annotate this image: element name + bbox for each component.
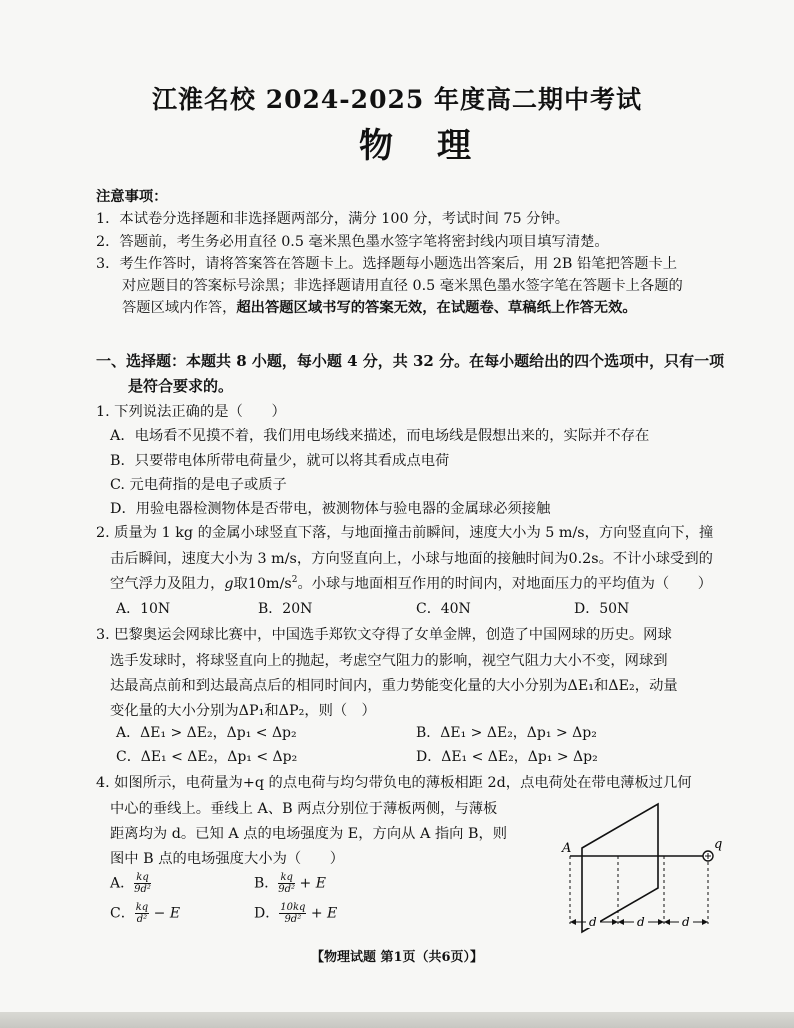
q4-option-d-label: D．: [254, 905, 280, 922]
q4-option-d-num: 10kq: [280, 902, 306, 913]
notice-item-3-cont2: [122, 297, 637, 317]
spacing-label-2: d: [637, 915, 645, 929]
q2-line2: 击后瞬间，速度大小为 3 m/s，方向竖直向上，小球与地面的接触时间为0.2s。不计小球受到的: [110, 551, 713, 567]
q4-option-a: [110, 872, 151, 895]
q2-line3-c: 。小球与地面相互作用的时间内，对地面压力的平均值为（ ）: [297, 576, 713, 592]
scan-edge: [0, 1012, 794, 1028]
q4-option-c-tail: − E: [153, 905, 181, 922]
q2-option-a: A．10N: [116, 601, 171, 617]
q2-line3-b: 取10m/s: [233, 576, 292, 592]
q4-option-a-num: kq: [134, 872, 151, 884]
q2-option-b: B．20N: [258, 601, 313, 617]
spacing-label-1: d: [589, 915, 597, 929]
q2-g-symbol: g: [224, 576, 234, 592]
q4-option-d-fraction: [279, 902, 306, 925]
q4-line3: 距离均为 d。已知 A 点的电场强度为 E，方向从 A 指向 B，则: [110, 826, 508, 842]
notice-heading: 注意事项：: [96, 189, 168, 205]
q2-option-d: D．50N: [574, 601, 630, 617]
q2-option-c: C．40N: [416, 601, 471, 617]
notice-item-1: 1．本试卷分选择题和非选择题两部分，满分 100 分，考试时间 75 分钟。: [96, 211, 570, 227]
q4-option-b-fraction: [278, 872, 295, 895]
q3-line4: 变化量的大小分别为ΔP₁和ΔP₂，则（ ）: [110, 703, 376, 719]
q3-option-d: D．ΔE₁ < ΔE₂，Δp₁ > Δp₂: [416, 749, 598, 765]
arrow-1-left: [570, 919, 576, 925]
q1-option-a: A．电场看不见摸不着，我们用电场线来描述，而电场线是假想出来的，实际并不存在: [110, 428, 650, 444]
section-heading-cont: 是符合要求的。: [128, 377, 234, 395]
q2-line3: [110, 573, 712, 593]
q4-option-b-den: 9d²: [278, 884, 296, 895]
notice-item-2: 2．答题前，考生务必用直径 0.5 毫米黑色墨水签字笔将密封线内项目填写清楚。: [96, 234, 609, 250]
q4-option-a-fraction: [134, 872, 151, 895]
q1-stem: 1. 下列说法正确的是（ ）: [96, 404, 286, 420]
q4-line1: 4. 如图所示，电荷量为+q 的点电荷与均匀带负电的薄板相距 2d，点电荷处在带电薄板过几何: [96, 775, 692, 791]
q4-option-c-label: C．: [110, 905, 135, 922]
section-heading: 一、选择题：本题共 8 小题，每小题 4 分，共 32 分。在每小题给出的四个选项中，只有一项: [96, 352, 725, 370]
q4-line2: 中心的垂线上。垂线上 A、B 两点分别位于薄板两侧，与薄板: [110, 801, 498, 817]
notice-item-3-plain: 答题区域内作答，: [122, 300, 237, 316]
q4-figure: [556, 800, 726, 936]
page-footer: 【物理试题 第1页（共6页）】: [310, 950, 484, 965]
q4-option-c: [110, 902, 180, 925]
charge-label: q: [714, 837, 723, 852]
q4-option-c-den: d²: [136, 914, 148, 925]
q4-option-d-den: 9d²: [284, 914, 302, 925]
q3-line1: 3. 巴黎奥运会网球比赛中，中国选手郑钦文夺得了女单金牌，创造了中国网球的历史。网球: [96, 627, 672, 643]
notice-item-3-cont: 对应题目的答案标号涂黑；非选择题请用直径 0.5 毫米黑色墨水签字笔在答题卡上各题的: [122, 278, 683, 294]
q1-option-b: B．只要带电体所带电荷量少，就可以将其看成点电荷: [110, 453, 450, 469]
q4-option-c-num: kq: [135, 902, 149, 913]
q4-option-a-label: A．: [110, 875, 135, 892]
q4-option-c-fraction: [135, 902, 149, 925]
q4-option-b-tail: + E: [299, 875, 326, 892]
q4-option-d: [254, 902, 337, 925]
q2-line1: 2. 质量为 1 kg 的金属小球竖直下落，与地面撞击前瞬间，速度大小为 5 m/s，方向竖直向下，撞: [96, 525, 714, 541]
q2-exponent: 2: [291, 575, 298, 585]
q4-option-b-label: B．: [254, 875, 279, 892]
notice-item-3-bold: 超出答题区域书写的答案无效，在试题卷、草稿纸上作答无效。: [236, 300, 637, 316]
spacing-label-3: d: [682, 915, 690, 929]
q1-option-c: C. 元电荷指的是电子或质子: [110, 477, 287, 493]
q3-line2: 选手发球时，将球竖直向上的抛起，考虑空气阻力的影响，视空气阻力大小不变，网球到: [110, 653, 668, 669]
point-a-label: A: [562, 841, 572, 856]
q3-option-c: C．ΔE₁ < ΔE₂，Δp₁ < Δp₂: [116, 749, 298, 765]
exam-title: 江淮名校 2024-2025 年度高二期中考试: [152, 85, 642, 114]
q3-option-b: B．ΔE₁ > ΔE₂，Δp₁ > Δp₂: [416, 725, 597, 741]
arrow-3-right: [702, 919, 708, 925]
arrow-3-left: [664, 919, 670, 925]
q4-option-b: [254, 872, 326, 895]
subject-title: 物理: [359, 126, 515, 166]
charged-plate: [582, 804, 658, 932]
arrow-1-right: [612, 919, 618, 925]
arrow-2-left: [618, 919, 624, 925]
q4-option-b-num: kq: [278, 872, 295, 884]
q4-line4: 图中 B 点的电场强度大小为（ ）: [110, 851, 345, 867]
q3-line3: 达最高点前和到达最高点后的相同时间内，重力势能变化量的大小分别为ΔE₁和ΔE₂，动量: [110, 678, 678, 694]
q1-option-d: D．用验电器检测物体是否带电，被测物体与验电器的金属球必须接触: [110, 501, 551, 517]
q4-option-d-tail: + E: [310, 905, 338, 922]
q4-option-a-den: 9d²: [134, 884, 151, 895]
arrow-2-right: [658, 919, 664, 925]
q3-option-a: A．ΔE₁ > ΔE₂，Δp₁ < Δp₂: [116, 725, 297, 741]
q2-line3-a: 空气浮力及阻力，: [110, 576, 225, 592]
notice-item-3: 3．考生作答时，请将答案答在答题卡上。选择题每小题选出答案后，用 2B 铅笔把答题卡上: [96, 256, 678, 272]
